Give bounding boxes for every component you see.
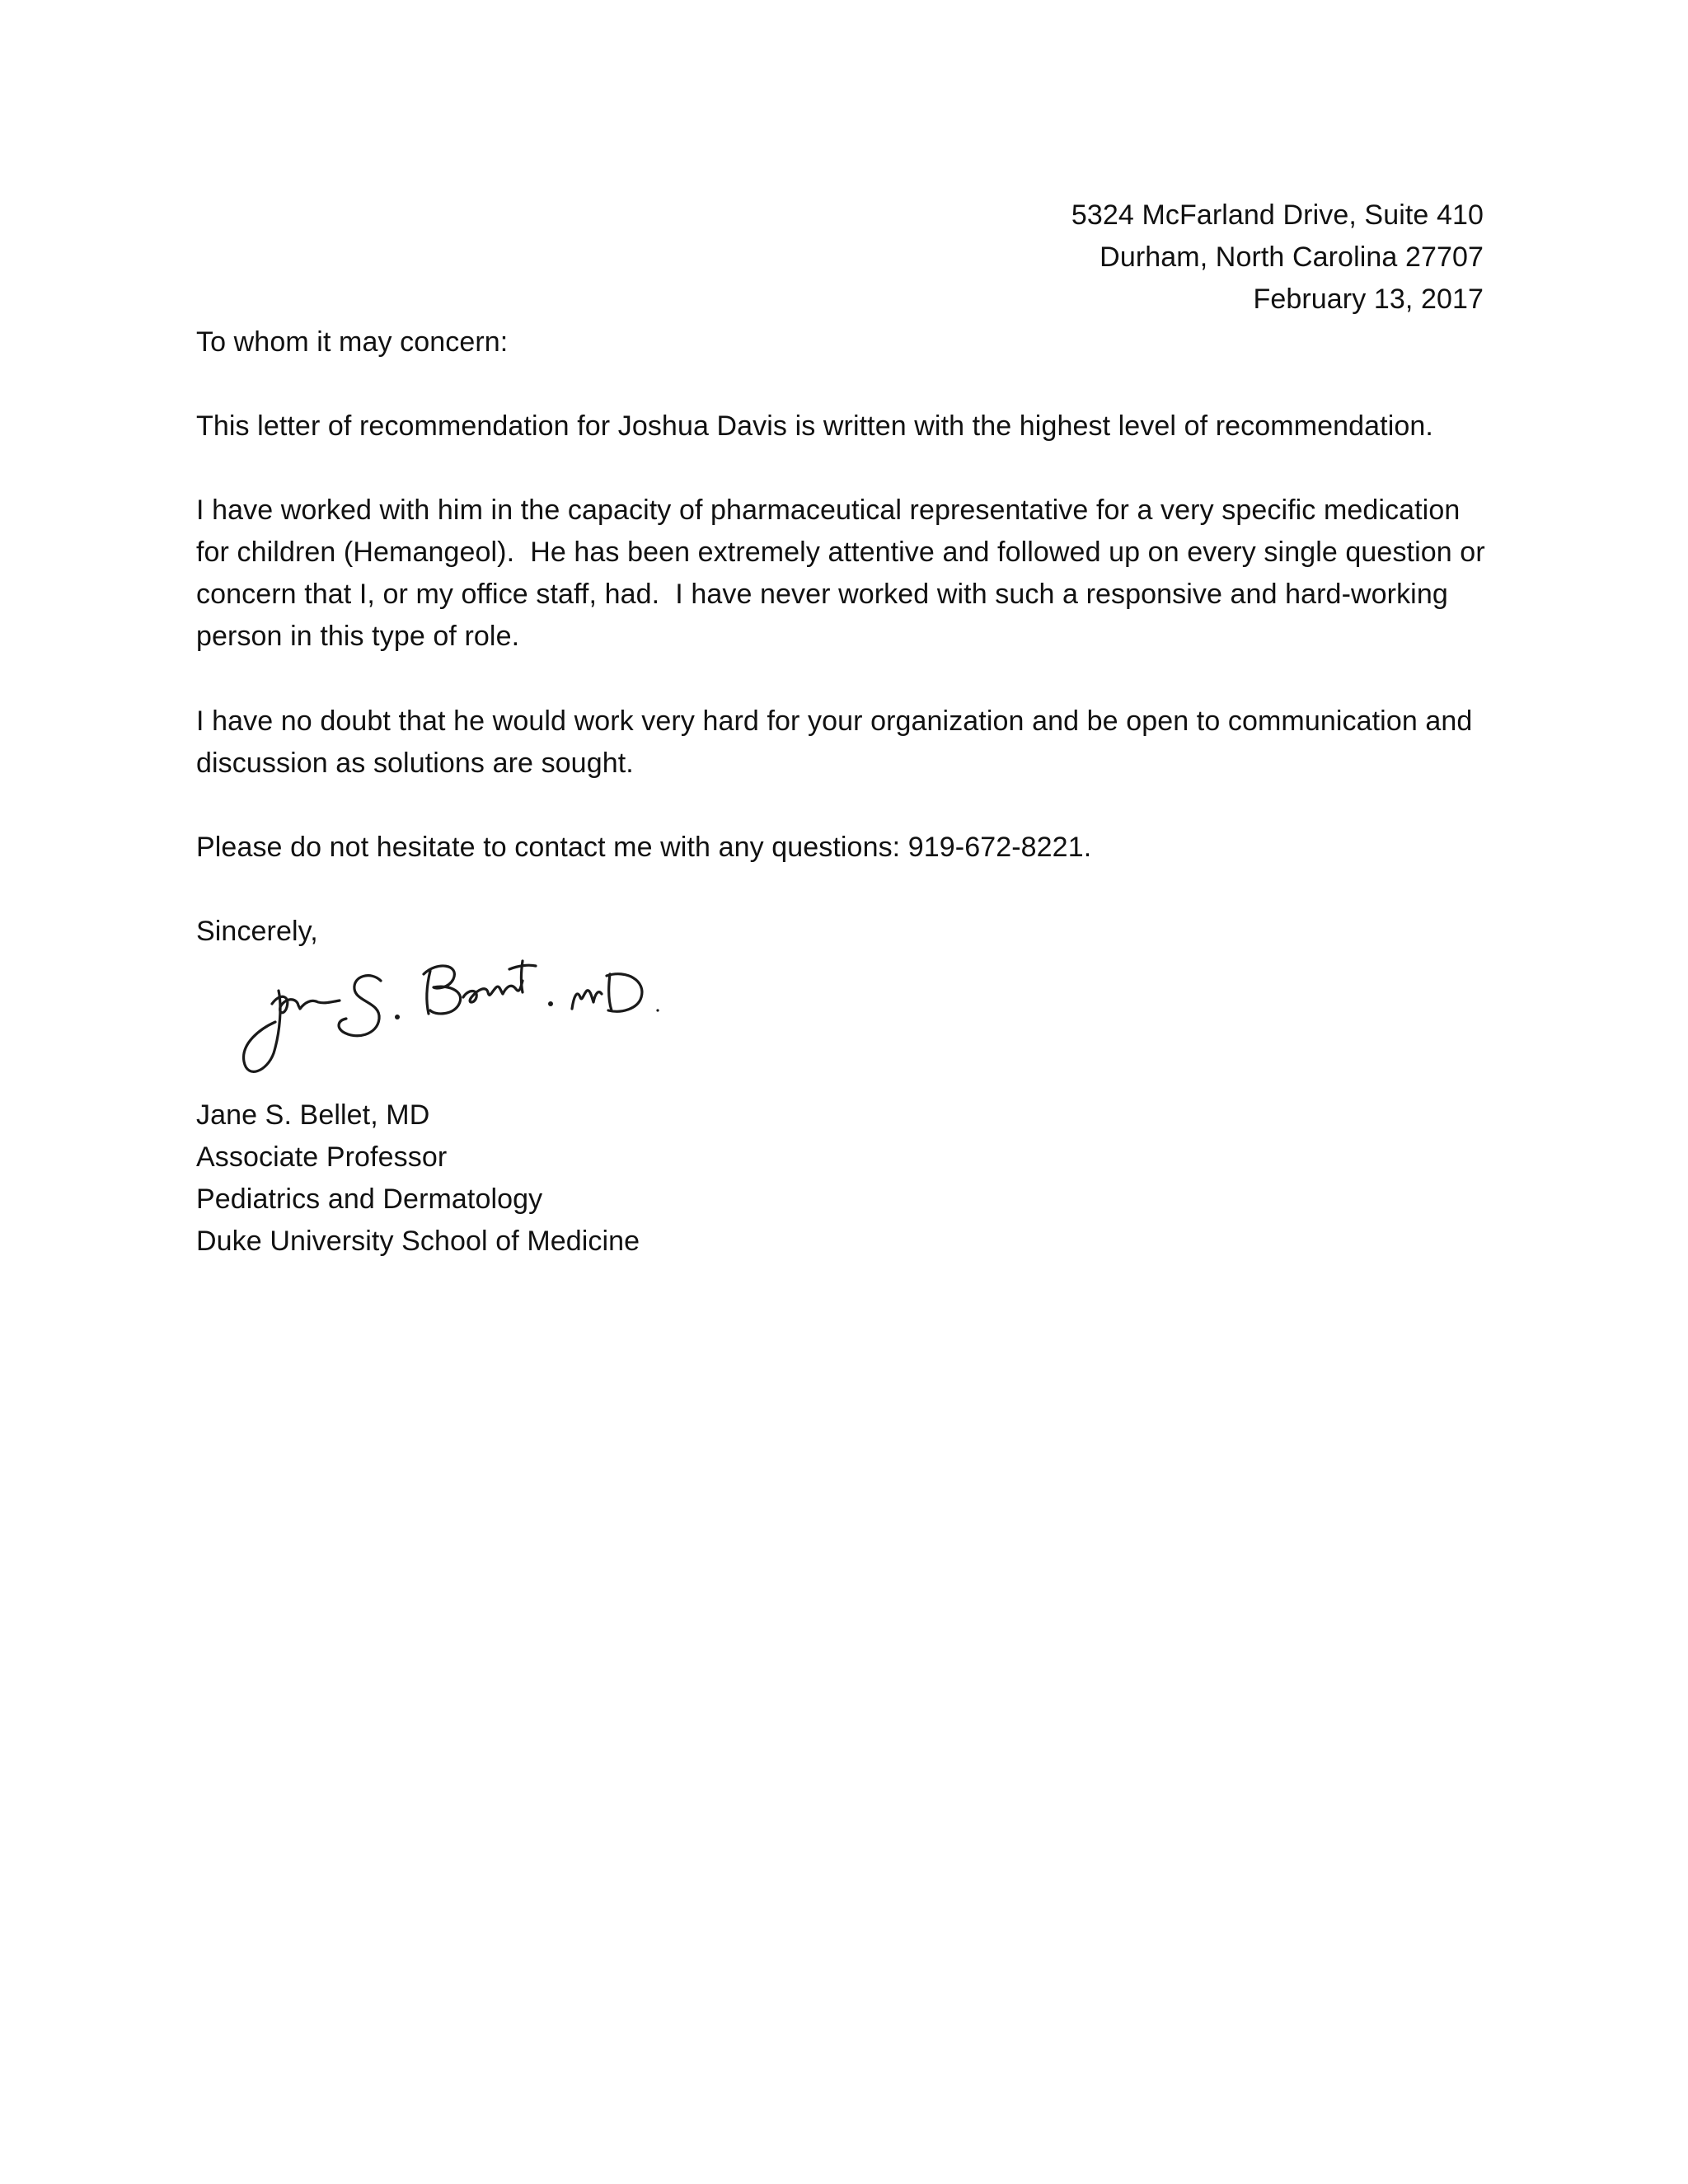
signer-department: Pediatrics and Dermatology — [196, 1183, 543, 1215]
closing — [196, 911, 1498, 953]
signer-name: Jane S. Bellet, MD — [196, 1099, 430, 1131]
paragraph-line: concern that I, or my office staff, had. I have never worked with such a responsive and hard-working — [196, 579, 1448, 610]
paragraph-contact — [196, 827, 1498, 869]
paragraph-endorsement — [196, 701, 1498, 785]
paragraph-line: person in this type of role. — [196, 621, 520, 652]
salutation — [196, 321, 1498, 363]
signature-stroke-md — [572, 974, 642, 1012]
signature-dot — [656, 1009, 659, 1011]
signer-block — [196, 1094, 1498, 1263]
paragraph-line: for children (Hemangeol). He has been extremely attentive and followed up on every single question or — [196, 537, 1485, 568]
sender-address-block — [1071, 194, 1484, 321]
signature-drawing — [239, 956, 668, 1088]
signer-institution: Duke University School of Medicine — [196, 1226, 640, 1257]
signature-dot — [548, 1001, 553, 1006]
signer-title: Associate Professor — [196, 1141, 448, 1173]
paragraph-line: discussion as solutions are sought. — [196, 748, 634, 779]
signature-stroke-ane — [272, 996, 340, 1012]
paragraph-line: Please do not hesitate to contact me with any questions: 919-672-8221. — [196, 832, 1092, 863]
handwritten-signature — [239, 956, 668, 1088]
letter-date: February 13, 2017 — [1253, 284, 1484, 315]
address-city: Durham, North Carolina 27707 — [1100, 241, 1484, 273]
signature-stroke-j — [244, 991, 280, 1071]
paragraph-line: This letter of recommendation for Joshua Davis is written with the highest level of recommendation. — [196, 410, 1433, 442]
signature-stroke-s — [339, 976, 381, 1036]
closing-text: Sincerely, — [196, 916, 318, 947]
signature-stroke-b — [424, 966, 461, 1014]
salutation-text: To whom it may concern: — [196, 326, 509, 358]
paragraph-experience — [196, 490, 1498, 658]
paragraph-line: I have no doubt that he would work very hard for your organization and be open to communication and — [196, 705, 1473, 737]
address-street: 5324 McFarland Drive, Suite 410 — [1071, 199, 1484, 231]
signature-stroke-ellet — [463, 981, 523, 1002]
signature-dot — [395, 1015, 400, 1019]
paragraph-intro — [196, 405, 1498, 448]
paragraph-line: I have worked with him in the capacity of pharmaceutical representative for a very specific medication — [196, 494, 1461, 526]
